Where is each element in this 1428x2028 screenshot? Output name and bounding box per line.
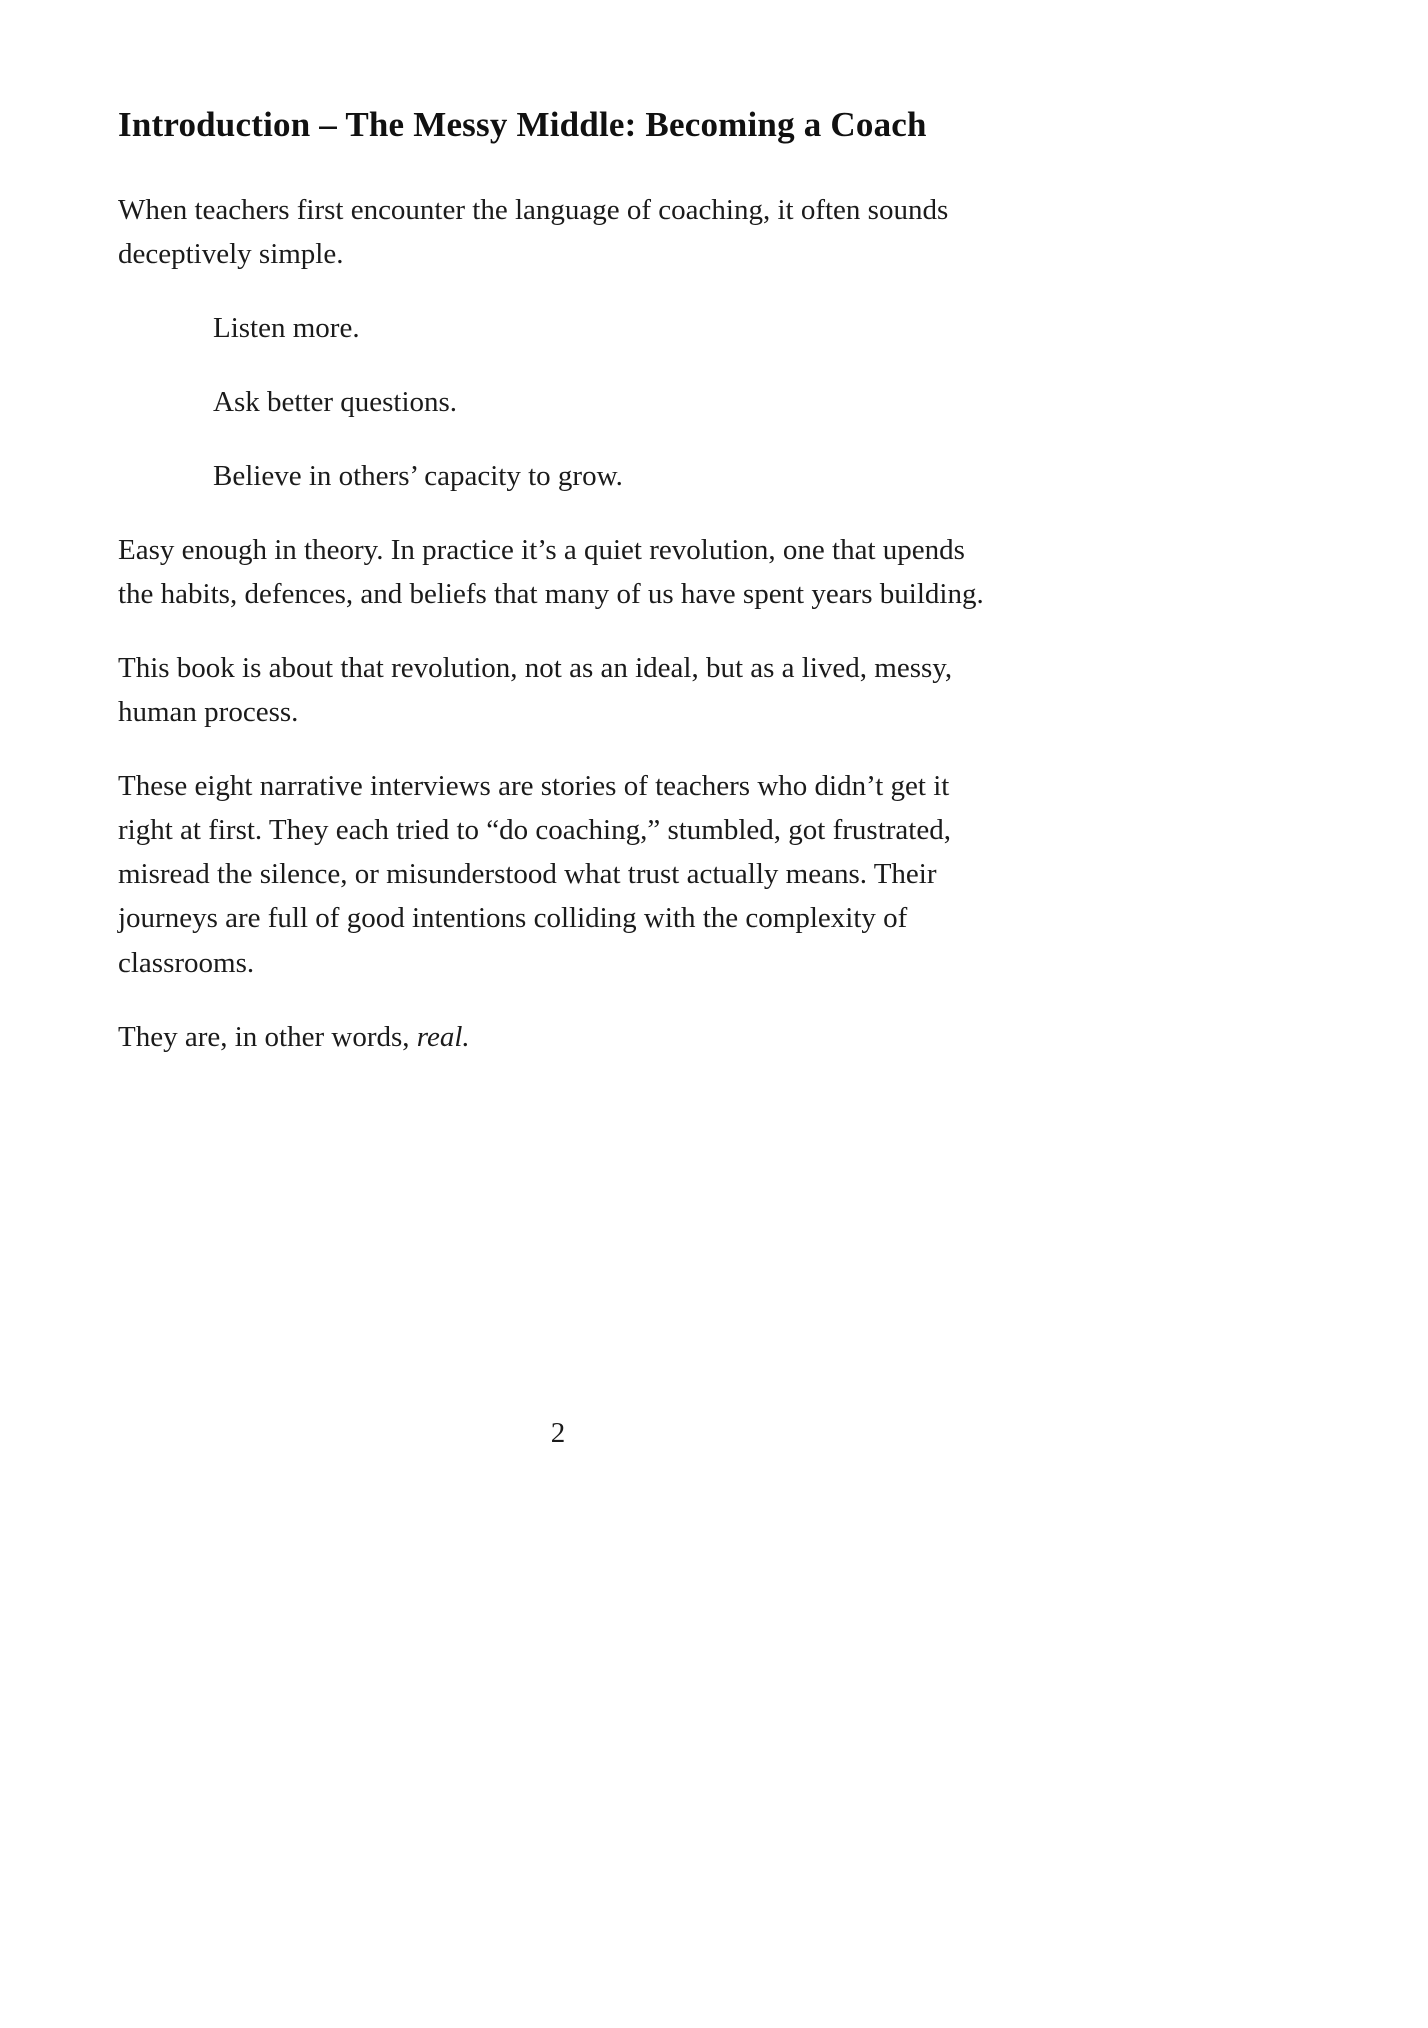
indented-line-2: Ask better questions. bbox=[213, 385, 458, 418]
paragraph-real-prefix: They are, in other words, bbox=[118, 1020, 417, 1053]
paragraph-theory: Easy enough in theory. In practice it’s a quiet revolution, one that upends the habits, defences, and beliefs that many of us have spent years building. bbox=[118, 533, 984, 610]
paragraph-intro: When teachers first encounter the language of coaching, it often sounds deceptively simple. bbox=[118, 193, 949, 270]
document-content bbox=[118, 102, 998, 1059]
paragraph-real bbox=[118, 1015, 998, 1059]
indented-line-3: Believe in others’ capacity to grow. bbox=[213, 459, 623, 492]
page-title: Introduction – The Messy Middle: Becoming a Coach bbox=[118, 105, 927, 144]
page-number: 2 bbox=[550, 1417, 566, 1449]
indented-line-1: Listen more. bbox=[213, 311, 360, 344]
paragraph-book: This book is about that revolution, not as an ideal, but as a lived, messy, human process. bbox=[118, 652, 953, 729]
paragraph-real-italic: real. bbox=[416, 1020, 470, 1053]
paragraph-interviews: These eight narrative interviews are stories of teachers who didn’t get it right at first. They each tried to “do coaching,” stumbled, got frustrated, misread the silence, or misunderstood what trust actually means. Their journeys are full of good intentions colliding with the complexity of classrooms. bbox=[118, 770, 951, 979]
